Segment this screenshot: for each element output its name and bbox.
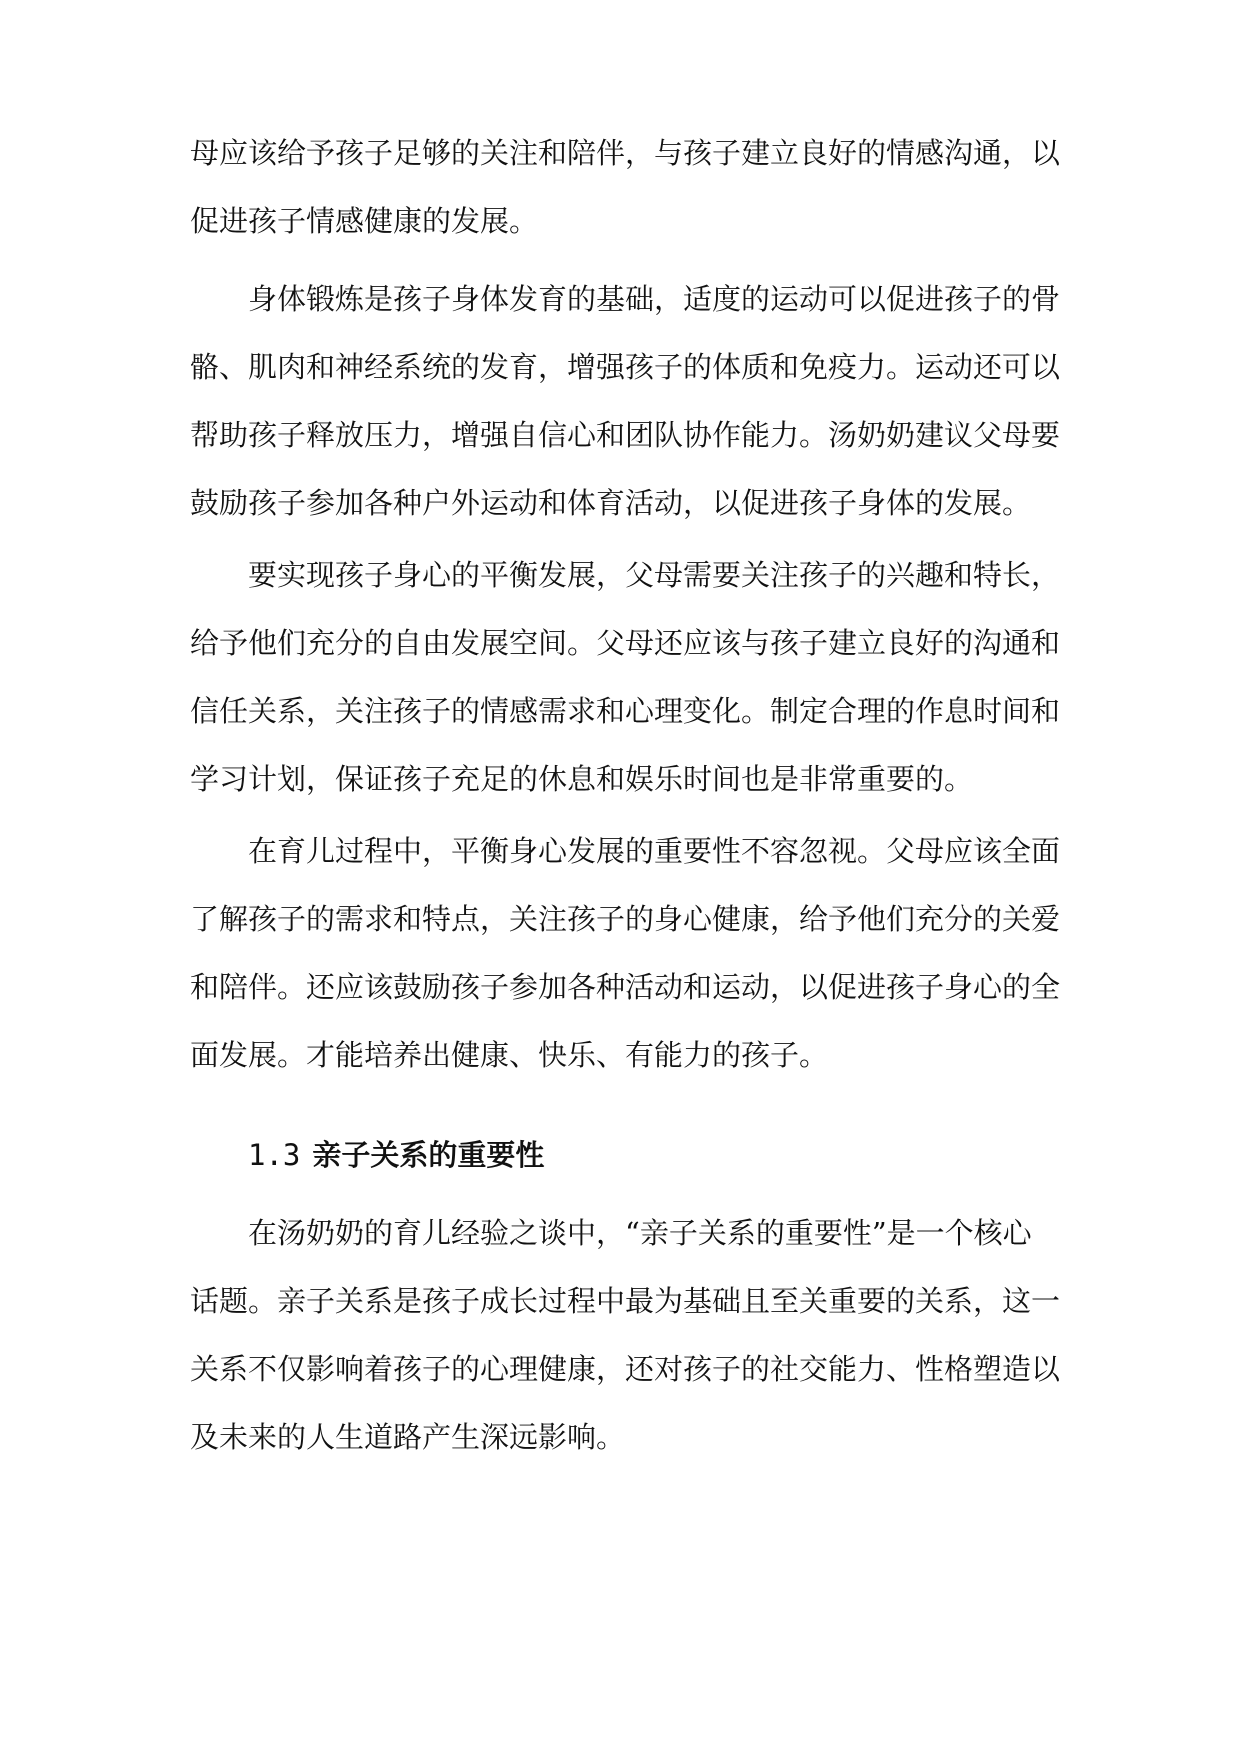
- paragraph-line: 给予他们充分的自由发展空间。父母还应该与孩子建立良好的沟通和: [190, 626, 1061, 660]
- paragraph-line: 母应该给予孩子足够的关注和陪伴，与孩子建立良好的情感沟通，以: [190, 136, 1061, 170]
- paragraph-line: 了解孩子的需求和特点，关注孩子的身心健康，给予他们充分的关爱: [190, 902, 1061, 936]
- paragraph-line: 帮助孩子释放压力，增强自信心和团队协作能力。汤奶奶建议父母要: [190, 418, 1061, 452]
- section-number: 1.3: [248, 1138, 301, 1172]
- paragraph-line: 及未来的人生道路产生深远影响。: [190, 1420, 626, 1454]
- paragraph-line: 面发展。才能培养出健康、快乐、有能力的孩子。: [190, 1038, 829, 1072]
- section-heading: [248, 1135, 544, 1175]
- paragraph-line: 在汤奶奶的育儿经验之谈中，“亲子关系的重要性”是一个核心: [248, 1216, 1032, 1250]
- paragraph-line: 和陪伴。还应该鼓励孩子参加各种活动和运动，以促进孩子身心的全: [190, 970, 1061, 1004]
- paragraph-line: 信任关系，关注孩子的情感需求和心理变化。制定合理的作息时间和: [190, 694, 1061, 728]
- paragraph-line: 身体锻炼是孩子身体发育的基础，适度的运动可以促进孩子的骨: [248, 282, 1061, 316]
- paragraph-line: 骼、肌肉和神经系统的发育，增强孩子的体质和免疫力。运动还可以: [190, 350, 1061, 384]
- paragraph-line: 关系不仅影响着孩子的心理健康，还对孩子的社交能力、性格塑造以: [190, 1352, 1061, 1386]
- paragraph-line: 鼓励孩子参加各种户外运动和体育活动，以促进孩子身体的发展。: [190, 486, 1032, 520]
- paragraph-line: 促进孩子情感健康的发展。: [190, 204, 539, 238]
- paragraph-line: 话题。亲子关系是孩子成长过程中最为基础且至关重要的关系，这一: [190, 1284, 1061, 1318]
- paragraph-line: 要实现孩子身心的平衡发展，父母需要关注孩子的兴趣和特长，: [248, 558, 1061, 592]
- paragraph-line: 学习计划，保证孩子充足的休息和娱乐时间也是非常重要的。: [190, 762, 974, 796]
- section-title: 亲子关系的重要性: [312, 1138, 545, 1172]
- paragraph-line: 在育儿过程中，平衡身心发展的重要性不容忽视。父母应该全面: [248, 834, 1061, 868]
